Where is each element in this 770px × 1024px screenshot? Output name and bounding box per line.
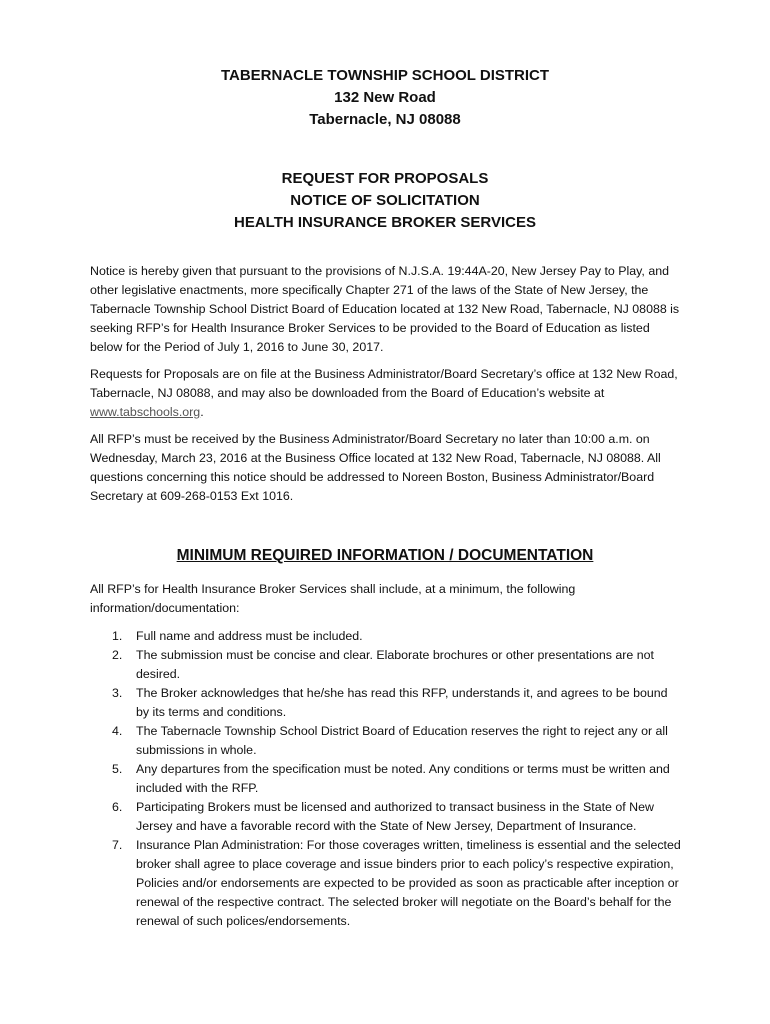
rfp-title-block [0, 168, 770, 234]
list-item [90, 836, 684, 931]
rfp-availability-text: Requests for Proposals are on file at the Business Administrator/Board Secretary’s office at 132 New Road, Tabernacle, NJ 08088, and may also be downloaded from the Board of Education’s website at [90, 367, 678, 400]
list-item [90, 646, 684, 684]
submission-deadline-paragraph: All RFP’s must be received by the Business Administrator/Board Secretary no later than 10:00 a.m. on Wednesday, March 23, 2016 at the Business Office located at 132 New Road, Tabernacle, NJ 08088. All questions concerning this notice should be addressed to Noreen Boston, Business Administrator/Board Secretary at 609-268-0153 Ext 1016. [90, 432, 661, 503]
list-item [90, 722, 684, 760]
list-item-text: Any departures from the specification must be noted. Any conditions or terms must be written and included with the RFP. [136, 762, 670, 795]
list-item-text: The submission must be concise and clear. Elaborate brochures or other presentations are not desired. [136, 648, 654, 681]
list-item-text: The Tabernacle Township School District Board of Education reserves the right to reject any or all submissions in whole. [136, 724, 668, 757]
list-item [90, 627, 684, 646]
requirements-list [90, 627, 684, 931]
list-item-number: 6. [112, 800, 123, 814]
list-item [90, 798, 684, 836]
list-item-number: 3. [112, 686, 123, 700]
rfp-availability-paragraph [90, 365, 684, 422]
list-item [90, 684, 684, 722]
list-item-text: The Broker acknowledges that he/she has read this RFP, understands it, and agrees to be bound by its terms and conditions. [136, 686, 668, 719]
list-item-number: 4. [112, 724, 123, 738]
section-intro: All RFP’s for Health Insurance Broker Services shall include, at a minimum, the following information/documentation: [90, 582, 576, 615]
district-street: 132 New Road [334, 89, 436, 106]
district-city: Tabernacle, NJ 08088 [309, 111, 461, 128]
list-item-text: Insurance Plan Administration: For those coverages written, timeliness is essential and the selected broker shall agree to place coverage and issue binders prior to each policy’s respective expiration, Policies and/or endorsements are expected to be provided as soon as practicable after inception or renewal of the respective contract. The selected broker will negotiate on the Board’s behalf for the renewal of such polices/endorsements. [136, 838, 681, 928]
list-item-text: Participating Brokers must be licensed and authorized to transact business in the State of New Jersey and have a favorable record with the State of New Jersey, Department of Insurance. [136, 800, 654, 833]
list-item-number: 7. [112, 838, 123, 852]
notice-paragraph: Notice is hereby given that pursuant to the provisions of N.J.S.A. 19:44A-20, New Jersey Pay to Play, and other legislative enactments, more specifically Chapter 271 of the laws of the State of New Jersey, the Tabernacle Township School District Board of Education located at 132 New Road, Tabernacle, NJ 08088 is seeking RFP’s for Health Insurance Broker Services to be provided to the Board of Education as listed below for the Period of July 1, 2016 to June 30, 2017. [90, 264, 680, 354]
section-heading: MINIMUM REQUIRED INFORMATION / DOCUMENTATION [176, 547, 594, 564]
list-item [90, 760, 684, 798]
rfp-availability-end: . [200, 405, 204, 419]
list-item-number: 5. [112, 762, 123, 776]
district-header [0, 65, 770, 131]
district-name: TABERNACLE TOWNSHIP SCHOOL DISTRICT [220, 67, 550, 84]
list-item-number: 1. [112, 629, 123, 643]
list-item-text: Full name and address must be included. [136, 629, 363, 643]
rfp-title-line3: HEALTH INSURANCE BROKER SERVICES [234, 214, 536, 231]
list-item-number: 2. [112, 648, 123, 662]
rfp-title-line1: REQUEST FOR PROPOSALS [281, 170, 489, 187]
website-link[interactable]: www.tabschools.org [90, 405, 201, 419]
rfp-title-line2: NOTICE OF SOLICITATION [290, 192, 480, 209]
